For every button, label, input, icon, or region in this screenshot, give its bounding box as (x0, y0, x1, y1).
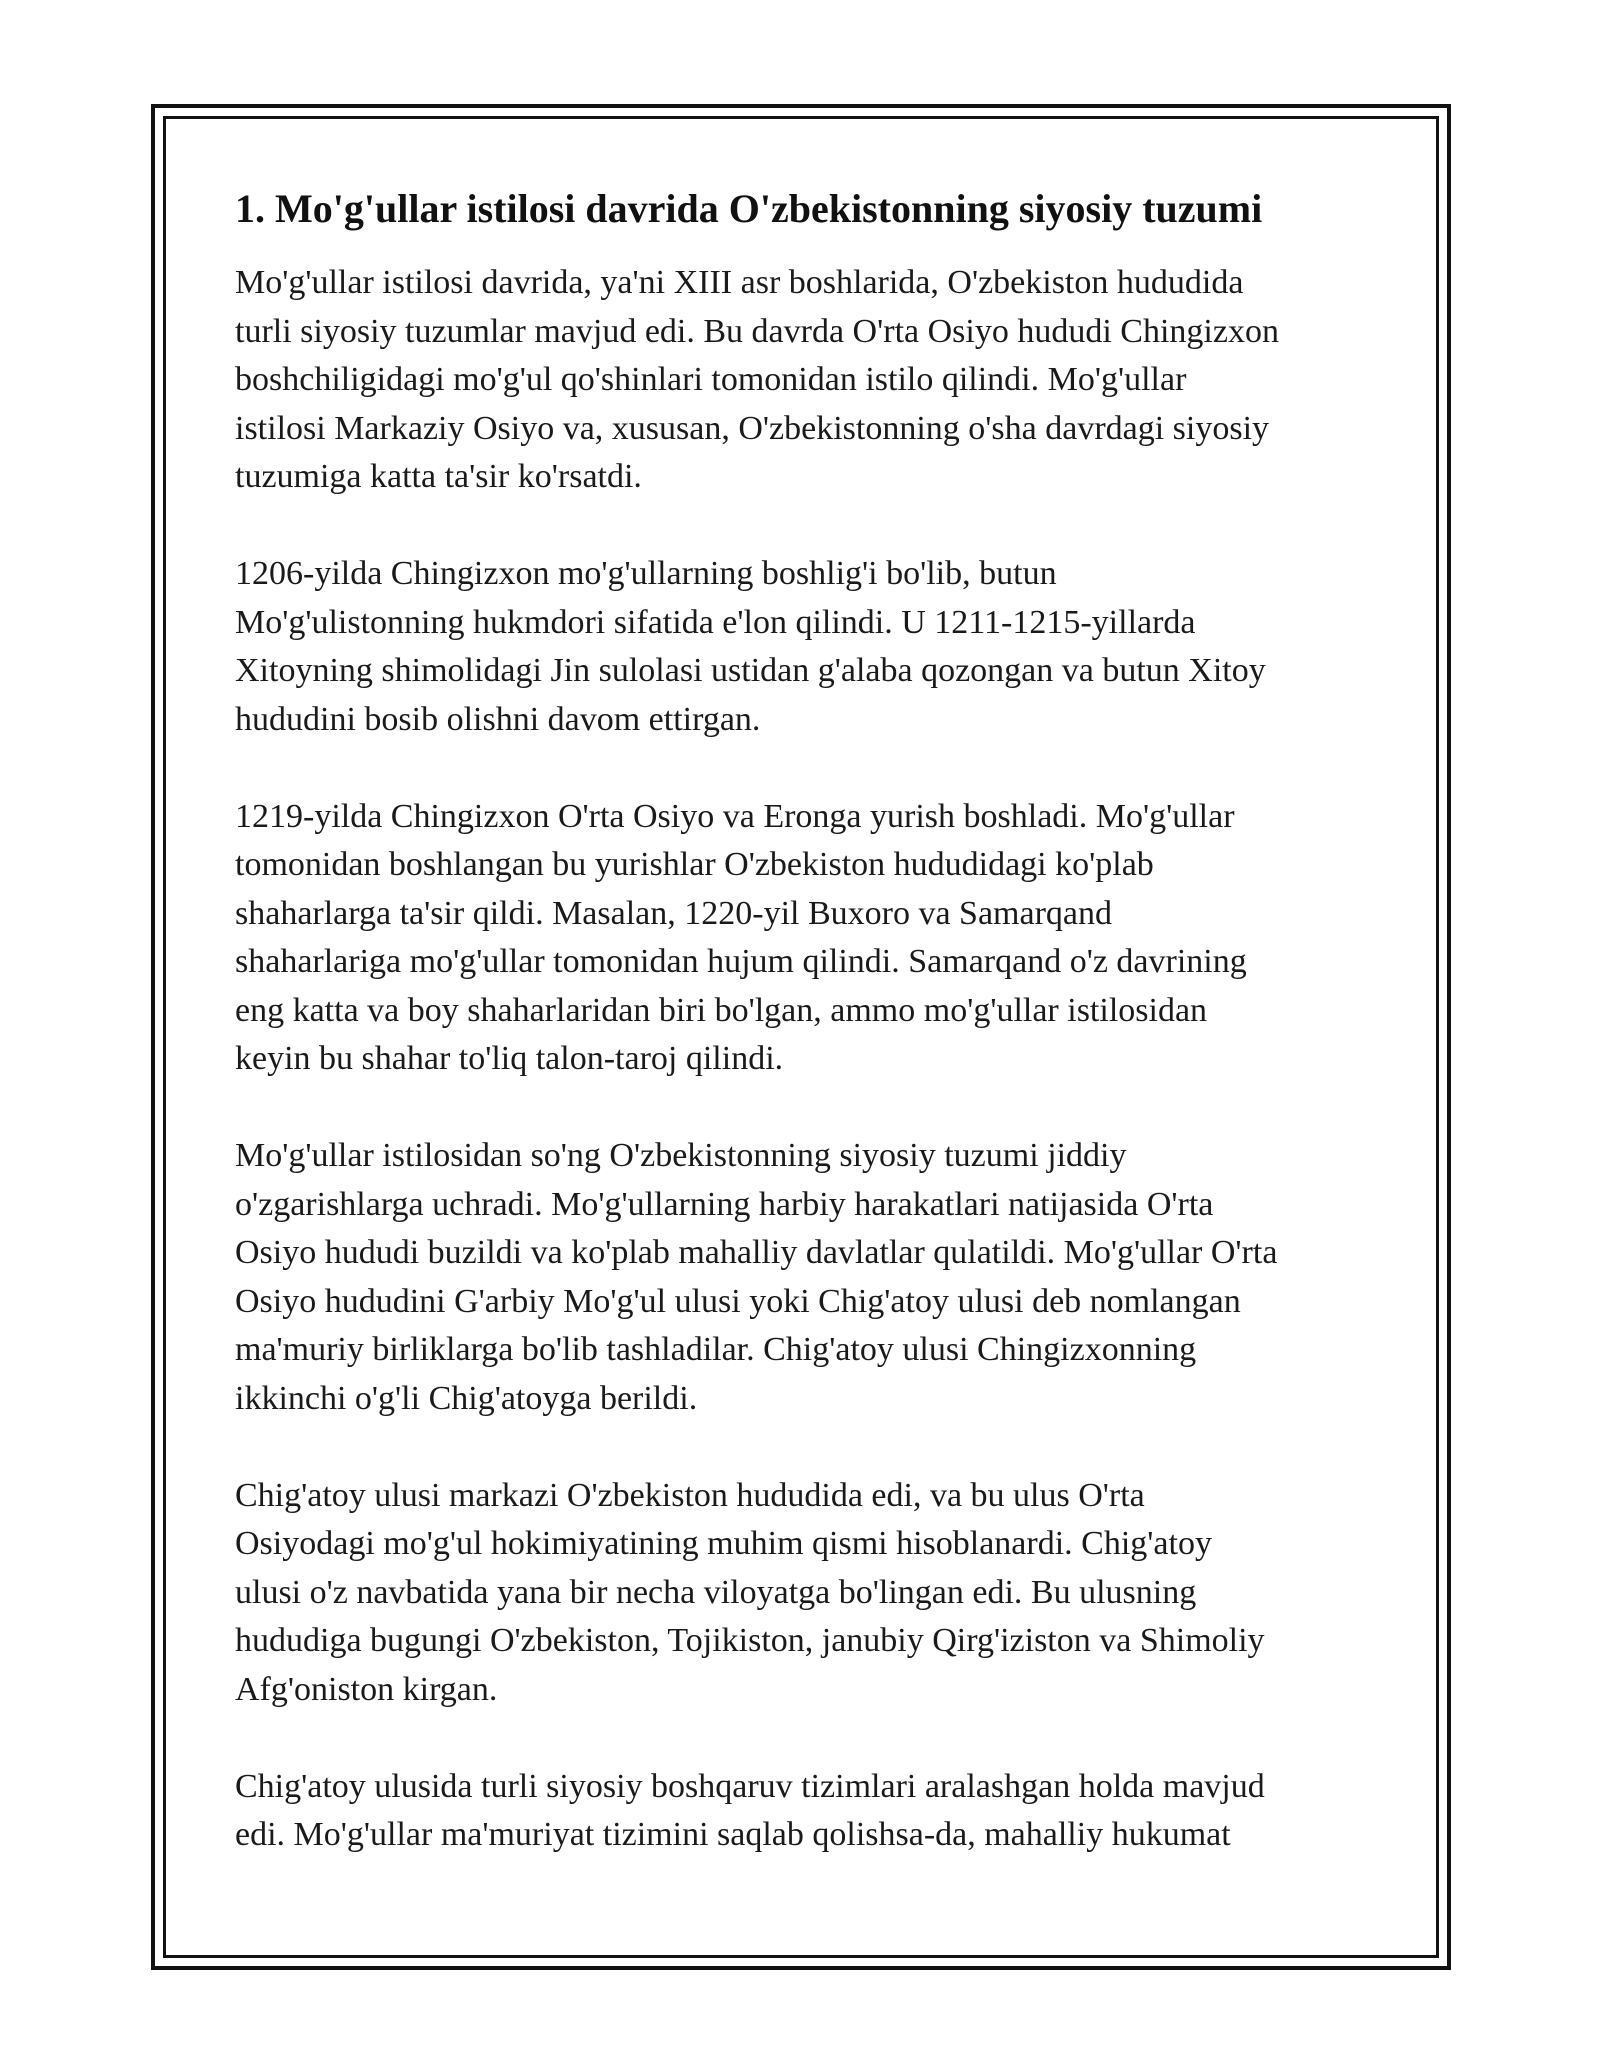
text-line: ma'muriy birliklarga bo'lib tashladilar. Chig'atoy ulusi Chingizxonning (235, 1331, 1197, 1368)
text-line: o'zgarishlarga uchradi. Mo'g'ullarning harbiy harakatlari natijasida O'rta (235, 1185, 1214, 1223)
text-line: boshchiligidagi mo'g'ul qo'shinlari tomonidan istilo qilindi. Mo'g'ullar (235, 361, 1187, 398)
text-line: Afg'oniston kirgan. (235, 1670, 498, 1708)
text-line: shaharlarga ta'sir qildi. Masalan, 1220-yil Buxoro va Samarqand (235, 894, 1113, 932)
text-line: istilosi Markaziy Osiyo va, xususan, O'zbekistonning o'sha davrdagi siyosiy (235, 409, 1270, 447)
text-line: turli siyosiy tuzumlar mavjud edi. Bu davrda O'rta Osiyo hududi Chingizxon (235, 312, 1279, 350)
text-line: ikkinchi o'g'li Chig'atoyga berildi. (235, 1379, 698, 1417)
text-line: Chig'atoy ulusi markazi O'zbekiston hududida edi, va bu ulus O'rta (235, 1476, 1145, 1514)
text-line: 1219-yilda Chingizxon O'rta Osiyo va Eronga yurish boshladi. Mo'g'ullar (235, 797, 1235, 835)
paragraph-1 (235, 259, 1375, 502)
section-heading: 1. Mo'g'ullar istilosi davrida O'zbekistonning siyosiy tuzumi (235, 186, 1263, 231)
text-line: Mo'g'ullar istilosidan so'ng O'zbekistonning siyosiy tuzumi jiddiy (235, 1137, 1127, 1174)
text-line: Osiyo hududi buzildi va ko'plab mahalliy davlatlar qulatildi. Mo'g'ullar O'rta (235, 1234, 1278, 1271)
text-line: 1206-yilda Chingizxon mo'g'ullarning boshlig'i bo'lib, butun (235, 555, 1057, 592)
text-line: Chig'atoy ulusida turli siyosiy boshqaruv tizimlari aralashgan holda mavjud (235, 1767, 1265, 1805)
text-line: edi. Mo'g'ullar ma'muriyat tizimini saqlab qolishsa-da, mahalliy hukumat (235, 1816, 1231, 1853)
text-line: Mo'g'ulistonning hukmdori sifatida e'lon qilindi. U 1211-1215-yillarda (235, 603, 1196, 641)
text-line: hududini bosib olishni davom ettirgan. (235, 700, 761, 738)
paragraph-4 (235, 1132, 1375, 1423)
paragraph-6 (235, 1763, 1375, 1860)
text-line: tomonidan boshlangan bu yurishlar O'zbekiston hududidagi ko'plab (235, 846, 1154, 883)
text-line: shaharlariga mo'g'ullar tomonidan hujum qilindi. Samarqand o'z davrining (235, 943, 1247, 980)
text-line: keyin bu shahar to'liq talon-taroj qilindi. (235, 1040, 784, 1077)
text-line: hududiga bugungi O'zbekiston, Tojikiston, janubiy Qirg'iziston va Shimoliy (235, 1622, 1265, 1659)
text-line: Osiyodagi mo'g'ul hokimiyatining muhim qismi hisoblanardi. Chig'atoy (235, 1525, 1212, 1562)
text-line: Xitoyning shimolidagi Jin sulolasi ustidan g'alaba qozongan va butun Xitoy (235, 652, 1266, 689)
paragraph-5 (235, 1472, 1375, 1715)
paragraph-2 (235, 550, 1375, 744)
paragraph-3 (235, 793, 1375, 1084)
text-line: tuzumiga katta ta'sir ko'rsatdi. (235, 458, 642, 495)
text-line: eng katta va boy shaharlaridan biri bo'lgan, ammo mo'g'ullar istilosidan (235, 991, 1208, 1029)
text-line: ulusi o'z navbatida yana bir necha viloyatga bo'lingan edi. Bu ulusning (235, 1573, 1197, 1611)
document-body (235, 185, 1375, 1860)
text-line: Osiyo hududini G'arbiy Mo'g'ul ulusi yoki Chig'atoy ulusi deb nomlangan (235, 1282, 1241, 1320)
text-line: Mo'g'ullar istilosi davrida, ya'ni XIII asr boshlarida, O'zbekiston hududida (235, 264, 1244, 301)
